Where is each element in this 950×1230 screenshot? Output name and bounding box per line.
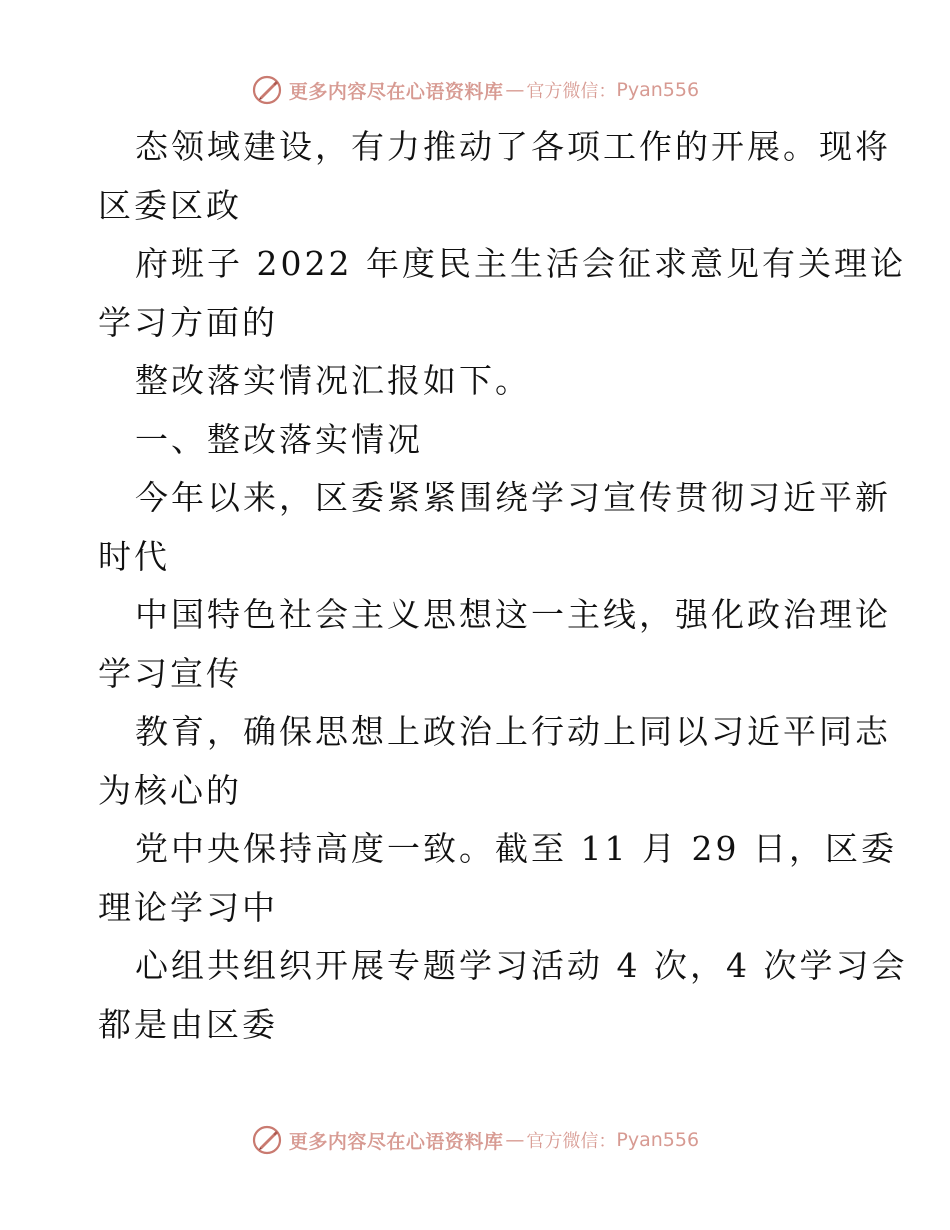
pen-logo-icon [251, 1124, 283, 1156]
document-body [0, 118, 950, 1054]
watermark-label: 官方微信： [526, 1131, 617, 1152]
pen-logo-icon [251, 74, 283, 106]
text-line: 教育，确保思想上政治上行动上同以习近平同志 [135, 712, 891, 751]
text-line: 为核心的 [98, 770, 242, 810]
text-line: 时代 [98, 536, 170, 576]
text-line: 今年以来，区委紧紧围绕学习宣传贯彻习近平新 [135, 478, 891, 517]
watermark-footer [0, 1120, 950, 1160]
text-line: 心组共组织开展专题学习活动 4 次，4 次学习会 [135, 946, 908, 985]
text-line: 都是由区委 [98, 1004, 278, 1044]
watermark-title: 更多内容尽在心语资料库 [288, 80, 504, 103]
watermark-label: 官方微信： [526, 81, 617, 102]
text-line: 区委区政 [98, 185, 242, 225]
watermark-dash: — [505, 1129, 525, 1151]
watermark-wechat-id: Pyan556 [616, 1129, 700, 1151]
watermark-dash: — [505, 79, 525, 101]
text-line: 学习宣传 [98, 653, 242, 693]
watermark-wechat-id: Pyan556 [616, 79, 700, 101]
text-line: 整改落实情况汇报如下。 [135, 361, 531, 400]
text-line: 中国特色社会主义思想这一主线，强化政治理论 [135, 595, 891, 634]
text-line: 党中央保持高度一致。截至 11 月 29 日，区委 [135, 829, 897, 868]
watermark-title: 更多内容尽在心语资料库 [288, 1130, 504, 1153]
text-line: 府班子 2022 年度民主生活会征求意见有关理论 [135, 244, 906, 283]
text-line: 理论学习中 [98, 887, 278, 927]
text-line: 学习方面的 [98, 302, 278, 342]
text-line: 态领域建设，有力推动了各项工作的开展。现将 [135, 127, 891, 166]
section-heading: 一、整改落实情况 [135, 419, 423, 459]
watermark-header [0, 70, 950, 110]
